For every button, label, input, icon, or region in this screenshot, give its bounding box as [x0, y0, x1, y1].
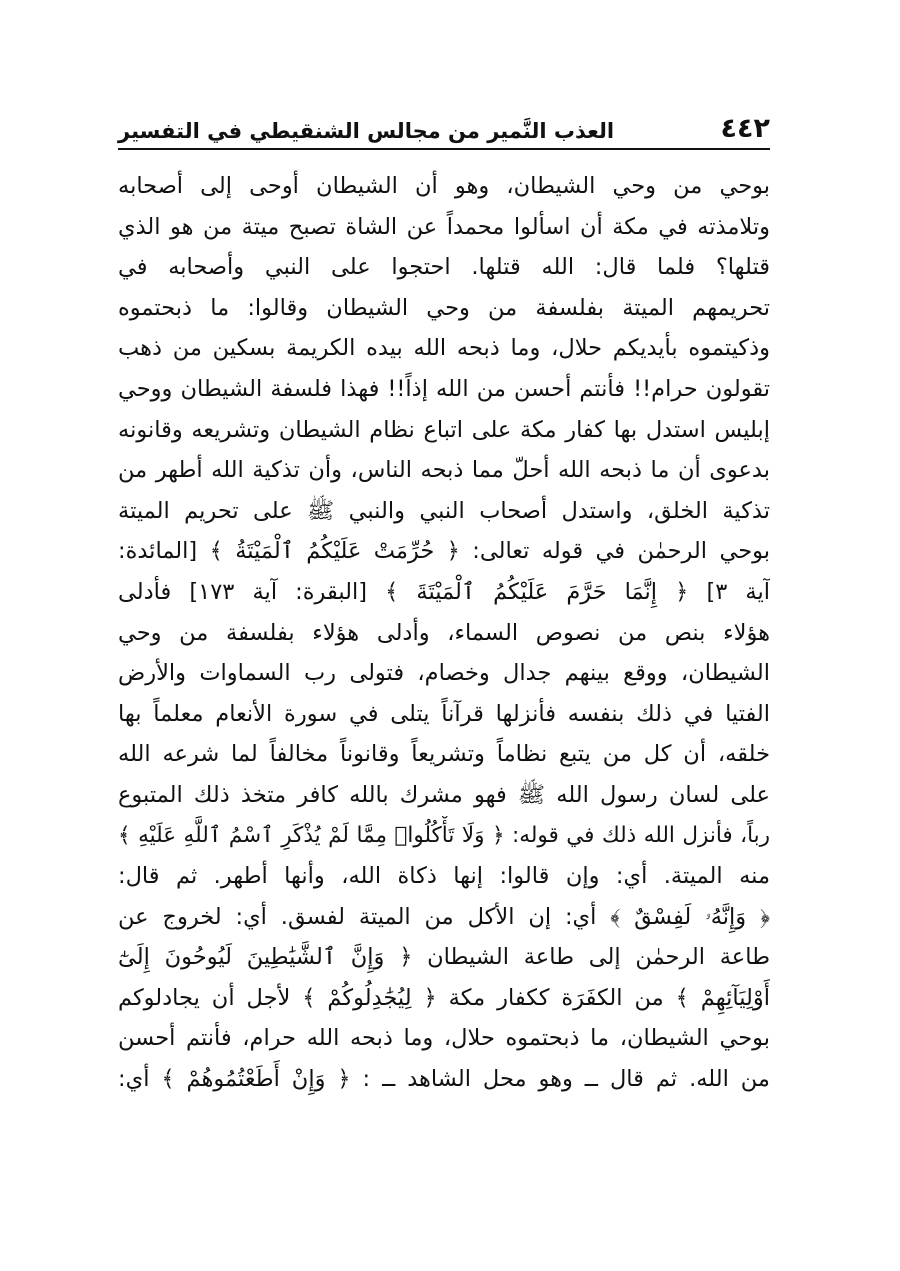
text-line: الشيطان، ووقع بينهم جدال وخصام، فتولى رب السماوات والأرض	[118, 660, 770, 687]
text-line: على لسان رسول الله ﷺ فهو مشرك بالله كافر متخذ ذلك المتبوع	[118, 781, 770, 808]
text-line: بوحي الشيطان، ما ذبحتموه حلال، وما ذبحه الله حرام، فأنتم أحسن	[118, 1025, 770, 1052]
text-line: هؤلاء بنص من نصوص السماء، وأدلى هؤلاء بفلسفة من وحي	[118, 619, 770, 646]
text-line: رباً، فأنزل الله ذلك في قوله: ﴿ وَلَا تَأْكُلُوا۟ مِمَّا لَمْ يُذْكَرِ ٱسْمُ ٱللَّهِ عَلَيْهِ ﴾	[118, 822, 770, 848]
book-title: العذب النَّمير من مجالس الشنقيطي في التفسير	[118, 119, 615, 143]
text-line: وذكيتموه بأيديكم حلال، وما ذبحه الله بيده الكريمة بسكين من ذهب	[118, 335, 770, 362]
text-line: طاعة الرحمٰن إلى طاعة الشيطان ﴿ وَإِنَّ ٱلشَّيَٰطِينَ لَيُوحُونَ إِلَىٰٓ	[118, 944, 770, 971]
text-line: من الله. ثم قال ــ وهو محل الشاهد ــ : ﴿ وَإِنْ أَطَعْتُمُوهُمْ ﴾ أي:	[118, 1066, 770, 1093]
text-line: بوحي من وحي الشيطان، وهو أن الشيطان أوحى إلى أصحابه	[118, 173, 770, 199]
text-line: بوحي الرحمٰن في قوله تعالى: ﴿ حُرِّمَتْ عَلَيْكُمُ ٱلْمَيْتَةُ ﴾ [المائدة:	[118, 538, 770, 565]
text-line: وتلامذته في مكة أن اسألوا محمداً عن الشاة تصبح ميتة من هو الذي	[118, 213, 770, 240]
text-line: خلقه، أن كل من يتبع نظاماً وتشريعاً وقانوناً مخالفاً لما شرعه الله	[118, 741, 770, 768]
text-line: إبليس استدل بها كفار مكة على اتباع نظام الشيطان وتشريعه وقانونه	[118, 416, 770, 443]
text-line: بدعوى أن ما ذبحه الله أحلّ مما ذبحه الناس، وأن تذكية الله أطهر من	[118, 457, 770, 484]
body-text	[118, 166, 770, 1100]
running-header	[118, 108, 770, 150]
text-line: قتلها؟ فلما قال: الله قتلها. احتجوا على النبي وأصحابه في	[118, 254, 770, 281]
text-line: ﴿ وَإِنَّهُۥ لَفِسْقٌ ﴾ أي: إن الأكل من الميتة لفسق. أي: لخروج عن	[118, 903, 770, 930]
text-line: الفتيا في ذلك بنفسه فأنزلها قرآناً يتلى في سورة الأنعام معلماً بها	[118, 700, 770, 727]
text-line: تذكية الخلق، واستدل أصحاب النبي والنبي ﷺ على تحريم الميتة	[118, 497, 770, 524]
page-number: ٤٤٢	[720, 113, 770, 144]
text-line: تقولون حرام!! فأنتم أحسن من الله إذاً!! فهذا فلسفة الشيطان ووحي	[118, 375, 770, 402]
text-line: منه الميتة. أي: وإن قالوا: إنها ذكاة الله، وأنها أطهر. ثم قال:	[118, 863, 770, 890]
text-line: أَوْلِيَآئِهِمْ ﴾ من الكفَرَة ككفار مكة ﴿ لِيُجَٰدِلُوكُمْ ﴾ لأجل أن يجادلوكم	[118, 984, 770, 1011]
text-line: تحريمهم الميتة بفلسفة من وحي الشيطان وقالوا: ما ذبحتموه	[118, 294, 770, 321]
text-line: آية ٣] ﴿ إِنَّمَا حَرَّمَ عَلَيْكُمُ ٱلْمَيْتَةَ ﴾ [البقرة: آية ١٧٣] فأدلى	[118, 578, 770, 605]
